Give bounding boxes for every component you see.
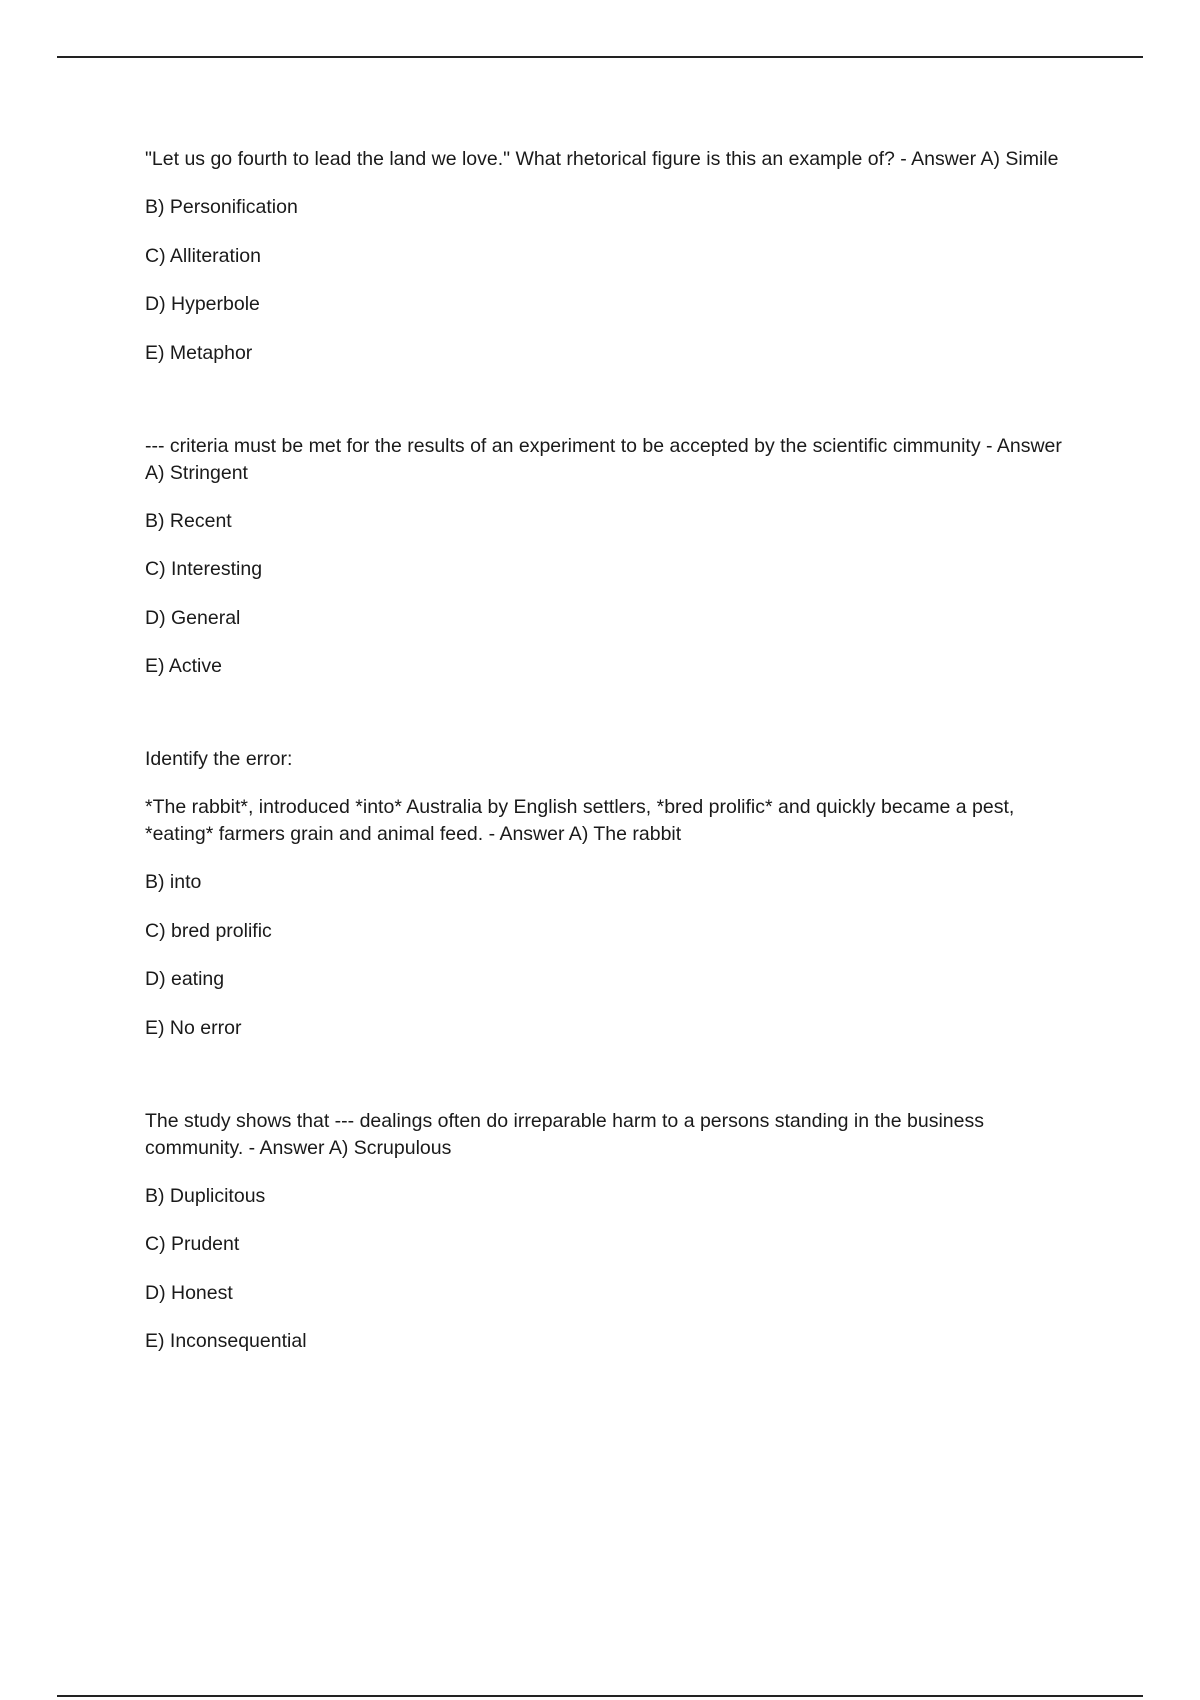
option-b: B) Personification [145,196,298,218]
option-d: D) Hyperbole [145,293,260,315]
option-c: C) bred prolific [145,919,272,942]
option-c: C) Interesting [145,558,263,580]
option-c: C) Alliteration [145,244,261,267]
option-d: D) eating [145,968,225,990]
option-b: B) into [145,871,202,893]
option-e: E) Inconsequential [145,1330,307,1352]
page-content [145,146,1080,1421]
question-text: The study shows that --- dealings often do irreparable harm to a persons standing in the business community. - Answer A) Scrupulous [145,1109,984,1159]
question-text: --- criteria must be met for the results of an experiment to be accepted by the scientific cimmunity - Answer A) Stringent [145,434,1062,484]
header-rule [57,56,1143,58]
option-d: D) General [145,606,241,629]
question-text: *The rabbit*, introduced *into* Australia by English settlers, *bred prolific* and quickly became a pest, *eating* farmers grain and animal feed. - Answer A) The rabbit [145,796,1015,845]
footer-rule [57,1695,1143,1697]
option-b: B) Recent [145,509,232,532]
option-b: B) Duplicitous [145,1184,266,1207]
question-2 [145,433,1080,681]
option-e: E) Active [145,655,222,677]
question-text: "Let us go fourth to lead the land we love." What rhetorical figure is this an example of? - Answer A) Simile [145,148,1059,170]
question-4 [145,1108,1080,1356]
question-1 [145,146,1080,367]
option-d: D) Honest [145,1281,233,1304]
question-3 [145,746,1080,1042]
option-c: C) Prudent [145,1233,240,1255]
option-e: E) No error [145,1016,242,1039]
option-e: E) Metaphor [145,341,253,364]
question-intro: Identify the error: [145,748,293,770]
